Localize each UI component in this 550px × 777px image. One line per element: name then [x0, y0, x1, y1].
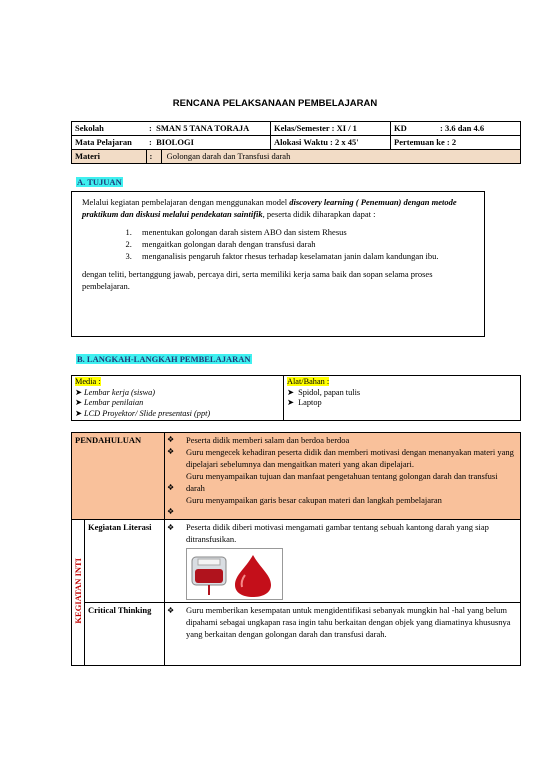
pendahuluan-row [72, 433, 521, 520]
pendahuluan-item: Guru menyampaikan tujuan dan manfaat pengetahuan tentang golongan darah dan transfusi darah [186, 471, 498, 493]
kegiatan-table [71, 432, 521, 666]
alokasi-waktu: Alokasi Waktu : 2 x 45' [271, 136, 391, 150]
sekolah-value: : SMAN 5 TANA TORAJA [146, 122, 271, 136]
kegiatan-inti-label: KEGIATAN INTI [73, 558, 83, 624]
blood-bag-icon [187, 549, 282, 599]
arrow-icon: ➤ [287, 398, 294, 407]
materi-label: Materi [72, 150, 147, 164]
pendahuluan-item: Guru menyampaikan garis besar cakupan materi dan langkah pembelajaran [186, 495, 442, 505]
diamond-icon: ❖ [167, 483, 175, 492]
arrow-icon: ➤ [75, 387, 82, 397]
kd-label: KD [391, 122, 438, 136]
diamond-icon: ❖ [167, 447, 175, 456]
document-title: RENCANA PELAKSANAAN PEMBELAJARAN [172, 98, 378, 109]
media-item: LCD Proyektor/ Slide presentasi (ppt) [84, 408, 211, 418]
literasi-label: Kegiatan Literasi [85, 520, 165, 603]
media-item: Lembar penilaian [84, 398, 144, 407]
section-langkah-heading: B. LANGKAH-LANGKAH PEMBELAJARAN [77, 354, 251, 364]
alat-item: Laptop [298, 398, 322, 407]
tujuan-intro: Melalui kegiatan pembelajaran dengan menggunakan model discovery learning ( Penemuan) dengan metode praktikum dan diskusi melalui pendekatan saintifik, peserta didik diharapkan dapat : [82, 197, 457, 219]
header-table [71, 121, 521, 164]
diamond-icon: ❖ [167, 507, 175, 516]
alat-label: Alat/Bahan : [287, 377, 330, 386]
media-cell [72, 376, 284, 421]
tujuan-item: 3. menganalisis pengaruh faktor rhesus terhadap keselamatan janin dalam kandungan ibu. [134, 250, 474, 262]
media-item: Lembar kerja (siswa) [84, 387, 156, 397]
literasi-row [72, 520, 521, 603]
pendahuluan-label: PENDAHULUAN [72, 433, 165, 520]
alat-cell [284, 376, 521, 421]
mapel-value: : BIOLOGI [146, 136, 271, 150]
sekolah-label: Sekolah [72, 122, 147, 136]
mapel-label: Mata Pelajaran [72, 136, 147, 150]
arrow-icon: ➤ [287, 387, 294, 397]
kd-value: : 3.6 dan 4.6 [437, 122, 521, 136]
diamond-icon: ❖ [167, 523, 175, 532]
tujuan-list [82, 226, 474, 262]
pertemuan: Pertemuan ke : 2 [391, 136, 521, 150]
alat-item: Spidol, papan tulis [298, 387, 361, 397]
tujuan-box [71, 191, 485, 337]
media-label: Media : [75, 377, 101, 386]
critical-row [72, 603, 521, 666]
pendahuluan-item: Peserta didik memberi salam dan berdoa berdoa [186, 435, 350, 445]
critical-label: Critical Thinking [85, 603, 165, 666]
diamond-icon: ❖ [167, 606, 175, 615]
blood-bag-image [186, 548, 283, 600]
kelas-semester: Kelas/Semester : XI / 1 [271, 122, 391, 136]
diamond-icon: ❖ [167, 435, 175, 444]
tujuan-item: 2. mengaitkan golongan darah dengan transfusi darah [134, 238, 474, 250]
arrow-icon: ➤ [75, 408, 82, 418]
media-table [71, 375, 521, 421]
literasi-text: Peserta didik diberi motivasi mengamati gambar tentang sebuah kantong darah yang siap ditransfusikan. [186, 522, 489, 544]
pendahuluan-item: Guru mengecek kehadiran peserta didik dan memberi motivasi dengan menanyakan materi yang dipelajari sebelumnya dan mengaitkan materi yang akan dipelajari. [186, 447, 514, 469]
arrow-icon: ➤ [75, 398, 82, 407]
critical-text: Guru memberikan kesempatan untuk mengidentifikasi sebanyak mungkin hal -hal yang belum dipahami sebagai ungkapan rasa ingin tahu berkaitan dengan objek yang diamatinya khususnya yang berkaitan dengan golongan darah dan transfusi darah. [183, 603, 521, 666]
section-tujuan-heading: A. TUJUAN [77, 177, 122, 187]
tujuan-closing: dengan teliti, bertanggung jawab, percaya diri, serta memiliki kerja sama baik dan sopan selama proses pembelajaran. [82, 269, 433, 291]
materi-value: : Golongan darah dan Transfusi darah [146, 150, 521, 164]
tujuan-item: 1. menentukan golongan darah sistem ABO dan sistem Rhesus [134, 226, 474, 238]
